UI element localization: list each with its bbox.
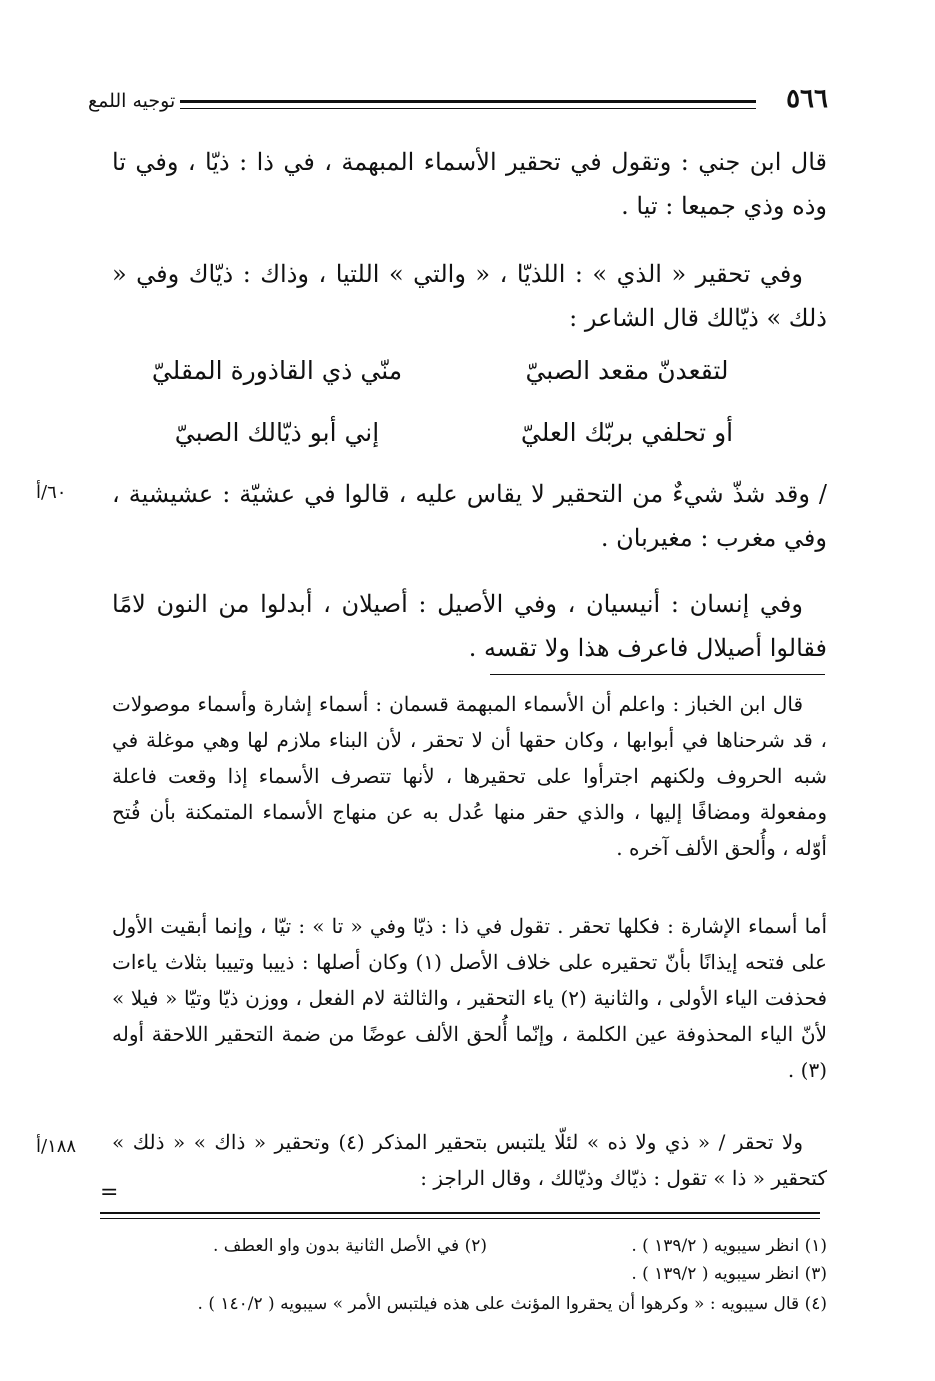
- text-paragraph-4: وفي إنسان : أنيسيان ، وفي الأصيل : أصيلان ، أبدلوا من النون لامًا فقالوا أصيلال فاعرف هذا ولا تقسه .: [112, 590, 827, 662]
- manuscript-folio-note-1: ٦٠/أ: [36, 482, 67, 503]
- text-paragraph-3: / وقد شذّ شيءٌ من التحقير لا يقاس عليه ، قالوا في عشيّة : عشيشية ، وفي مغرب : مغيربان .: [112, 480, 827, 552]
- footnote-1: (١) انظر سيبويه ( ١٣٩/٢ ) .: [631, 1236, 827, 1256]
- running-header: [88, 80, 828, 120]
- commentary-paragraph-3: ولا تحقر / « ذي ولا ذه » لئلّا يلتبس بتحقير المذكر (٤) وتحقير « ذاك » « ذلك » كتحقير « ذا » تقول : ذيّاك وذيّالك ، وقال الراجز :: [112, 1130, 827, 1190]
- footnote-2: (٢) في الأصل الثانية بدون واو العطف .: [213, 1236, 487, 1256]
- header-rule: [180, 100, 756, 109]
- page-number: ٥٦٦: [786, 84, 828, 114]
- section-divider: [490, 674, 825, 675]
- verse-2-first-hemistich: أو تحلفي بربّك العليّ: [520, 418, 734, 447]
- footnote-3: (٣) انظر سيبويه ( ١٣٩/٢ ) .: [631, 1264, 827, 1284]
- footnote-rule: [100, 1212, 820, 1219]
- verse-1-first-hemistich: لتقعدنّ مقعد الصبيّ: [525, 356, 729, 385]
- verse-line-1: [112, 356, 827, 400]
- running-title: توجيه اللمع: [88, 90, 176, 112]
- commentary-paragraph-1: قال ابن الخباز : واعلم أن الأسماء المبهمة قسمان : أسماء إشارة وأسماء موصولات ، قد شرحناها في أبوابها ، وكان حقها أن لا تحقر ، لأن البناء ملازم لها وهي موغلة في شبه الحروف ولكنهم اجترأوا على تحقيرها ، لأنها تتصرف الأسماء إذا وقعت فاعلة ومفعولة ومضافًا إليها ، والذي حقر منها عُدل به عن منهاج الأسماء المتمكنة بأن فُتح أوّله ، وأُلحق الألف آخره .: [112, 692, 827, 860]
- text-paragraph-2: وفي تحقير « الذي » : اللذيّا ، « والتي » اللتيا ، وذاك : ذيّاك وفي « ذلك » ذيّالك قال الشاعر :: [112, 260, 827, 332]
- commentary-paragraph-2: أما أسماء الإشارة : فكلها تحقر . تقول في ذا : ذيّا وفي « تا » : تيّا ، وإنما أبقيت الأول على فتحه إيذانًا بأنّ تحقيره على خلاف الأصل (١) وكان أصلها : ذييبا وتييبا بثلاث ياءات فحذفت الياء الأولى ، والثانية (٢) ياء التحقير ، والثالثة لام الفعل ، ووزن ذيّا وتيّا « فيلا » لأنّ الياء المحذوفة عين الكلمة ، وإنّما أُلحق الألف عوضًا من ضمة التحقير اللاحقة أوله (٣) .: [112, 914, 828, 1082]
- footnote-4: (٤) قال سيبويه : « وكرهوا أن يحقروا المؤنث على هذه فيلتبس الأمر » سيبويه ( ١٤٠/٢ ) .: [197, 1294, 827, 1314]
- verse-line-2: [112, 418, 827, 462]
- verse-1-second-hemistich: منّي ذي القاذورة المقليّ: [151, 356, 403, 385]
- verse-2-second-hemistich: إني أبو ذيّالك الصبيّ: [174, 418, 380, 447]
- equals-mark: =: [100, 1180, 119, 1205]
- manuscript-folio-note-2: ١٨٨/أ: [36, 1136, 77, 1157]
- text-paragraph-1: قال ابن جني : وتقول في تحقير الأسماء المبهمة ، في ذا : ذيّا ، وفي تا وذه وذي جميعا : تيا .: [112, 148, 827, 220]
